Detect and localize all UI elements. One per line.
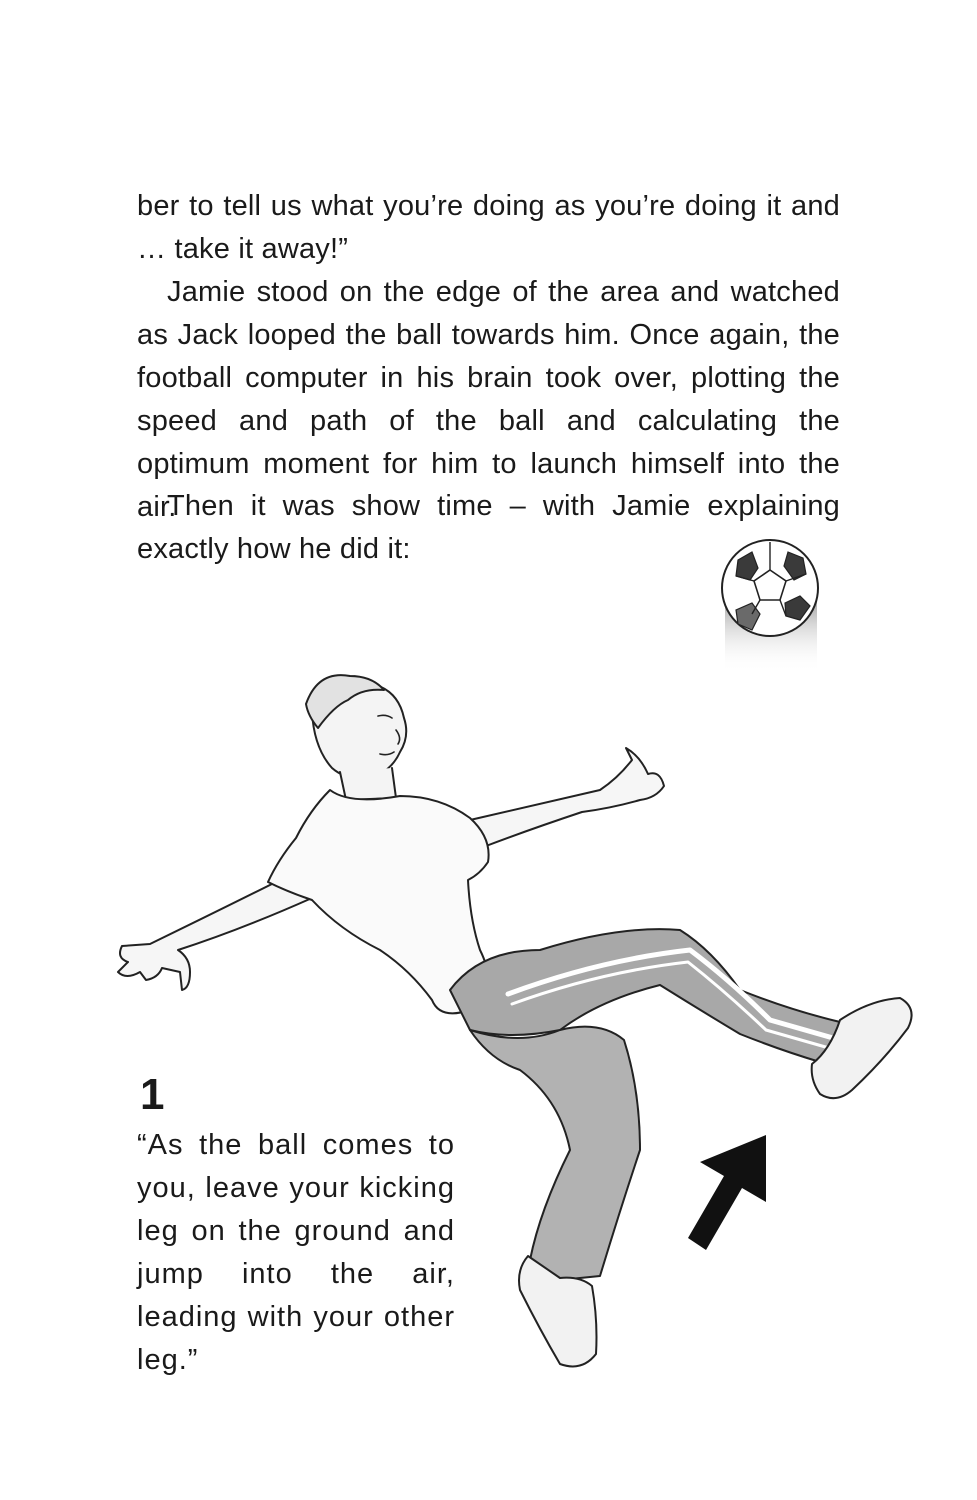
soccer-ball-icon (722, 540, 818, 672)
paragraph-continued: ber to tell us what you’re doing as you’re doing it and … take it away!” (137, 190, 840, 265)
step-number: 1 (140, 1070, 165, 1119)
up-arrow-icon (688, 1135, 766, 1250)
paragraph-show-time: Then it was show time – with Jamie explaining exactly how he did it: (137, 490, 840, 565)
step-instruction: “As the ball comes to you, leave your kicking leg on the ground and jump into the air, leading with your other leg.” (137, 1129, 455, 1376)
paragraph-jamie-stood: Jamie stood on the edge of the area and watched as Jack looped the ball towards him. Once again, the football computer in his brain took over, plotting the speed and path of the ball and calculating the optimum moment for him to launch himself into the air. (137, 276, 840, 523)
